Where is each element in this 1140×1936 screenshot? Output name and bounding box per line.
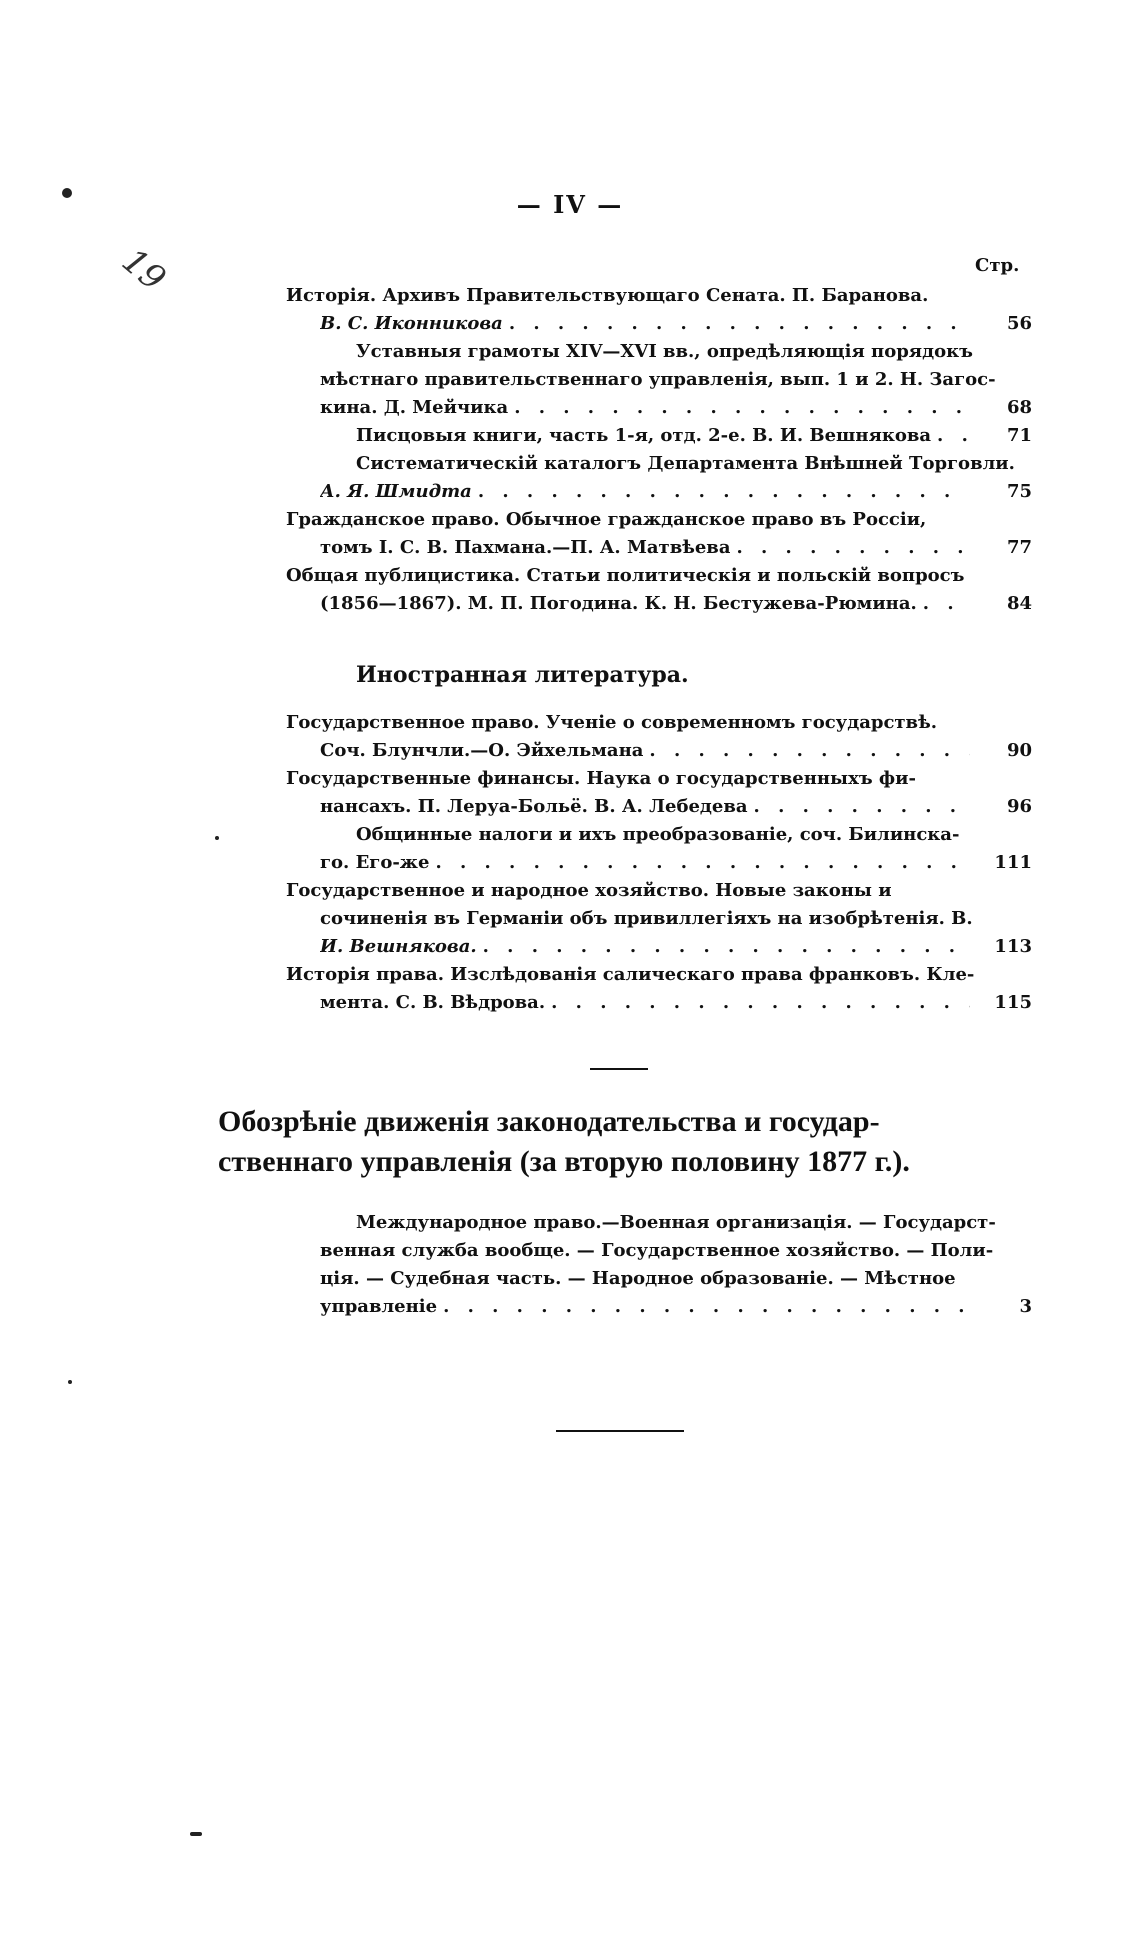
toc-text: Международное право.—Военная организація. — Государст- — [356, 1212, 996, 1233]
section-divider — [590, 1068, 648, 1070]
toc-text: Государственное и народное хозяйство. Новые законы и — [286, 880, 892, 901]
toc-line — [286, 1240, 1032, 1268]
dot-leader — [754, 796, 970, 817]
toc-text: Исторія права. Изслѣдованія салическаго права франковъ. Кле- — [286, 964, 975, 985]
toc-line — [286, 1268, 1032, 1296]
toc-text: венная служба вообще. — Государственное хозяйство. — Поли- — [320, 1240, 994, 1261]
toc-page: 96 — [1006, 796, 1032, 817]
toc-text: томъ I. С. В. Пахмана.—П. А. Матвѣева — [320, 537, 731, 558]
dot-leader — [937, 425, 970, 446]
toc-line — [286, 936, 1032, 964]
toc-text: Систематическій каталогъ Департамента Внѣшней Торговли. — [356, 453, 1015, 474]
toc-line — [286, 852, 1032, 880]
toc-line — [286, 537, 1032, 565]
toc-text: Государственные финансы. Наука о государственныхъ фи- — [286, 768, 916, 789]
dot-leader — [443, 1296, 970, 1317]
review-title — [218, 1102, 958, 1182]
page-number: — IV — — [516, 190, 624, 219]
toc-line — [286, 425, 1032, 453]
dot-leader — [483, 936, 970, 957]
toc-page: 75 — [1006, 481, 1032, 502]
toc-page: 71 — [1006, 425, 1032, 446]
toc-line — [286, 481, 1032, 509]
toc-line — [286, 796, 1032, 824]
page-column-label: Стр. — [975, 255, 1020, 276]
toc-line — [286, 768, 1032, 796]
toc-line — [286, 369, 1032, 397]
toc-section-russian — [286, 285, 1032, 621]
toc-line — [286, 341, 1032, 369]
toc-text: А. Я. Шмидта — [320, 481, 472, 502]
toc-section-review — [286, 1212, 1032, 1324]
toc-text: Писцовыя книги, часть 1-я, отд. 2-е. В. И. Вешнякова — [356, 425, 932, 446]
toc-text: (1856—1867). М. П. Погодина. К. Н. Бестужева-Рюмина. — [320, 593, 917, 614]
toc-text: сочиненія въ Германіи объ привиллегіяхъ на изобрѣтенія. В. — [320, 908, 973, 929]
toc-text: Соч. Блунчли.—О. Эйхельмана — [320, 740, 644, 761]
toc-text: Общинные налоги и ихъ преобразованіе, соч. Билинска- — [356, 824, 960, 845]
toc-line — [286, 509, 1032, 537]
dot-leader — [551, 992, 970, 1013]
toc-line — [286, 964, 1032, 992]
scan-speck — [62, 188, 72, 198]
section-title-foreign: Иностранная литература. — [356, 662, 689, 688]
toc-line — [286, 565, 1032, 593]
toc-text: мента. С. В. Вѣдрова. — [320, 992, 546, 1013]
scan-speck — [68, 1380, 72, 1384]
toc-line — [286, 992, 1032, 1020]
toc-page: 115 — [994, 992, 1032, 1013]
toc-page: 90 — [1006, 740, 1032, 761]
toc-page: 113 — [994, 936, 1032, 957]
toc-text: управленіе — [320, 1296, 438, 1317]
dot-leader — [435, 852, 970, 873]
toc-line — [286, 397, 1032, 425]
end-rule — [556, 1430, 684, 1432]
toc-page: 3 — [1019, 1296, 1032, 1317]
toc-text: И. Вешнякова. — [320, 936, 477, 957]
toc-text: Исторія. Архивъ Правительствующаго Сената. П. Баранова. — [286, 285, 929, 306]
toc-page: 68 — [1006, 397, 1032, 418]
toc-line — [286, 824, 1032, 852]
toc-page: 84 — [1006, 593, 1032, 614]
toc-line — [286, 712, 1032, 740]
toc-text: ція. — Судебная часть. — Народное образованіе. — Мѣстное — [320, 1268, 956, 1289]
toc-text: кина. Д. Мейчика — [320, 397, 509, 418]
toc-line — [286, 313, 1032, 341]
toc-line — [286, 1212, 1032, 1240]
toc-text: Государственное право. Ученіе о современномъ государствѣ. — [286, 712, 937, 733]
toc-section-foreign — [286, 712, 1032, 1020]
review-title-line: ственнаго управленія (за вторую половину 1877 г.). — [218, 1145, 910, 1178]
scan-speck — [190, 1832, 202, 1836]
toc-line — [286, 453, 1032, 481]
toc-line — [286, 880, 1032, 908]
toc-page: 77 — [1006, 537, 1032, 558]
review-title-line: Обозрѣніе движенія законодательства и государ- — [218, 1105, 880, 1138]
toc-line — [286, 908, 1032, 936]
toc-text: В. С. Иконникова — [320, 313, 503, 334]
dot-leader — [736, 537, 970, 558]
dot-leader — [509, 313, 970, 334]
dot-leader — [478, 481, 970, 502]
dot-leader — [514, 397, 970, 418]
toc-line — [286, 740, 1032, 768]
toc-text: Общая публицистика. Статьи политическія и польскій вопросъ — [286, 565, 965, 586]
toc-text: мѣстнаго правительственнаго управленія, вып. 1 и 2. Н. Загос- — [320, 369, 996, 390]
toc-page: 111 — [994, 852, 1032, 873]
handwritten-mark: 19 — [114, 240, 174, 300]
dot-leader-spacer — [923, 593, 970, 614]
toc-line — [286, 285, 1032, 313]
dot-leader — [649, 740, 970, 761]
toc-line — [286, 1296, 1032, 1324]
toc-text: Гражданское право. Обычное гражданское право въ Россіи, — [286, 509, 927, 530]
toc-text: нансахъ. П. Леруа-Больё. В. А. Лебедева — [320, 796, 748, 817]
toc-line — [286, 593, 1032, 621]
toc-page: 56 — [1006, 313, 1032, 334]
toc-text: го. Его-же — [320, 852, 430, 873]
toc-text: Уставныя грамоты XIV—XVI вв., опредѣляющія порядокъ — [356, 341, 973, 362]
scan-speck — [215, 836, 219, 840]
